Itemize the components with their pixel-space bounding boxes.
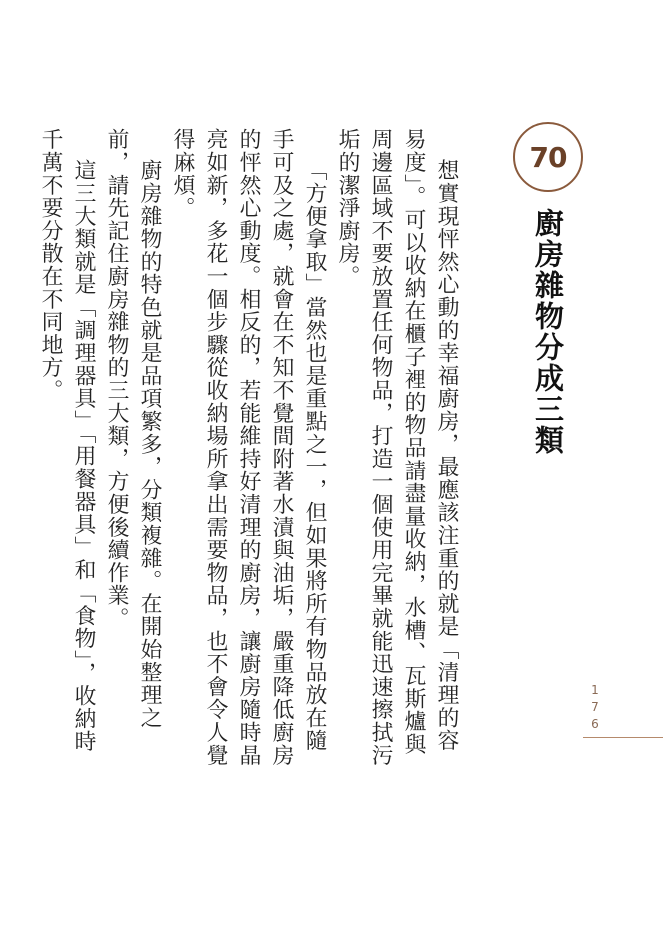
paragraph: 想實現怦然心動的幸福廚房，最應該注重的就是「清理的容易度」。可以收納在櫃子裡的物品請盡量收納，水槽、瓦斯爐與周邊區域不要放置任何物品，打造一個使用完畢就能迅速擦拭污垢的潔淨廚房。 <box>335 128 459 767</box>
chapter-title: 廚房雜物分成三類 <box>531 208 565 456</box>
page-number: 176 <box>588 683 602 734</box>
body-text <box>34 128 463 768</box>
chapter-number: 70 <box>529 140 567 174</box>
paragraph: 這三大類就是「調理器具」「用餐器具」和「食物」，收納時千萬不要分散在不同地方。 <box>38 128 96 753</box>
chapter-number-badge <box>513 122 583 192</box>
page-number-rule <box>583 737 663 738</box>
paragraph: 廚房雜物的特色就是品項繁多，分類複雜。在開始整理之前，請先記住廚房雜物的三大類，方便後續作業。 <box>104 128 162 729</box>
paragraph: 「方便拿取」當然也是重點之一，但如果將所有物品放在隨手可及之處，就會在不知不覺間附著水漬與油垢，嚴重降低廚房的怦然心動度。相反的，若能維持好清理的廚房，讓廚房隨時晶亮如新，多花一個步驟從收納場所拿出需要物品，也不會令人覺得麻煩。 <box>170 128 327 767</box>
